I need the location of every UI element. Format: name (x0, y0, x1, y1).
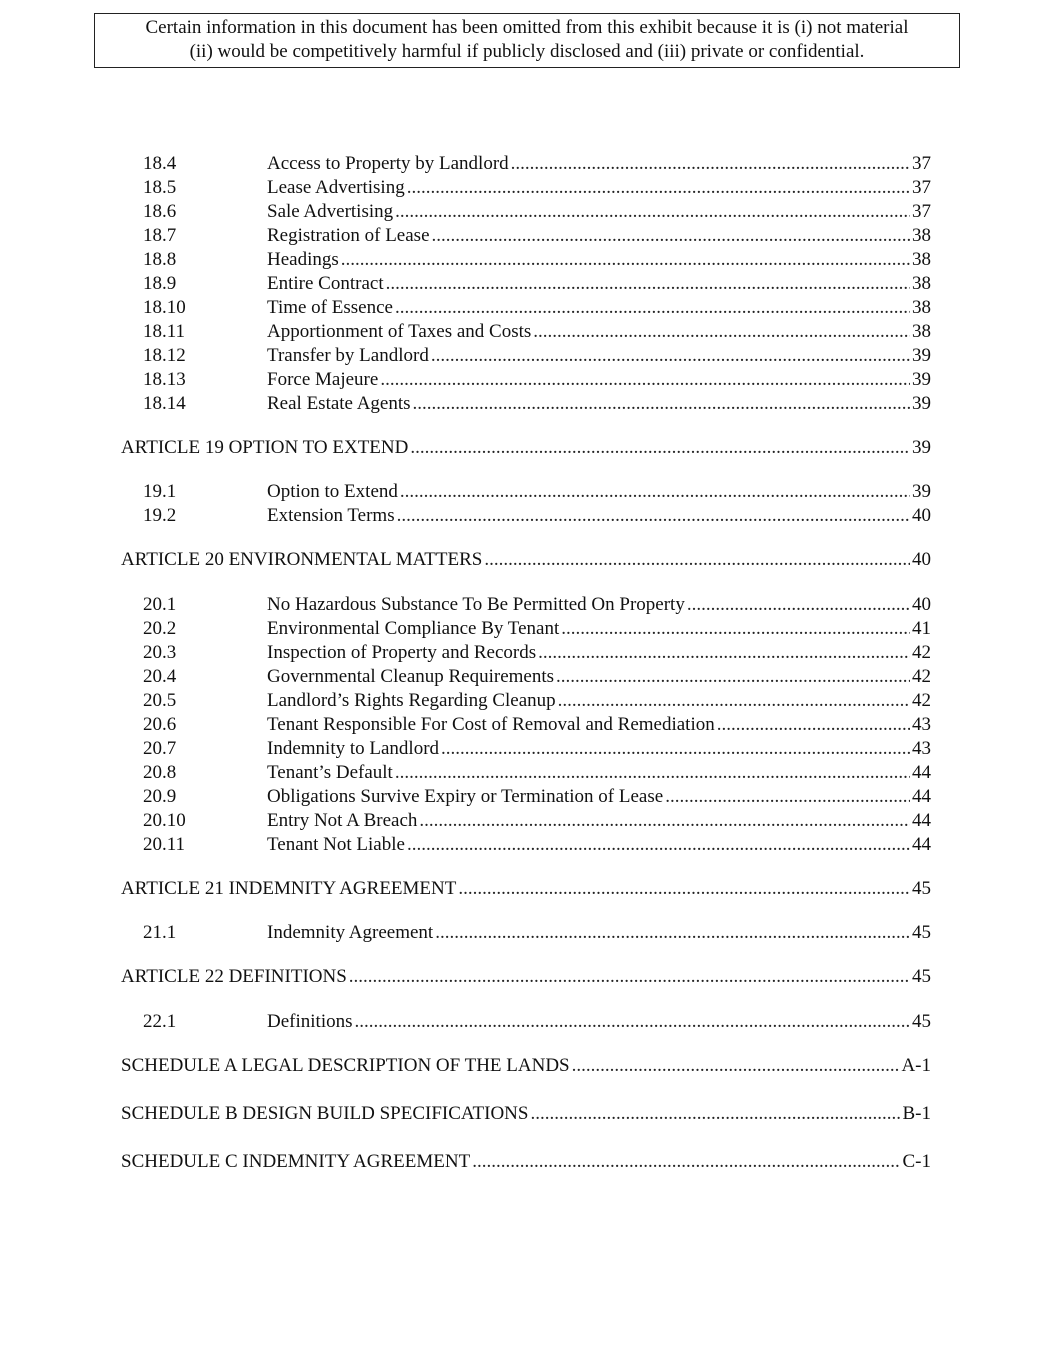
toc-entry-18-7[interactable] (143, 224, 931, 248)
toc-article-title: ARTICLE 21 INDEMNITY AGREEMENT (121, 878, 457, 899)
dot-leader (484, 548, 910, 572)
dot-leader (458, 877, 910, 901)
toc-entry-title: Force Majeure (267, 369, 379, 390)
dot-leader (533, 320, 910, 344)
dot-leader (665, 785, 910, 809)
toc-entry-number: 19.2 (143, 505, 177, 526)
toc-entry-page: 39 (912, 369, 931, 390)
toc-article-22[interactable] (121, 965, 931, 989)
dot-leader (397, 504, 910, 528)
toc-entry-title: Entry Not A Breach (267, 810, 418, 831)
toc-entry-title: Real Estate Agents (267, 393, 411, 414)
toc-entry-20-11[interactable] (143, 833, 931, 857)
dot-leader (558, 689, 910, 713)
toc-entry-page: 45 (912, 966, 931, 987)
toc-entry-page: 40 (912, 505, 931, 526)
toc-entry-22-1[interactable] (143, 1010, 931, 1034)
toc-entry-number: 18.6 (143, 201, 177, 222)
dot-leader (435, 921, 910, 945)
toc-entry-page: 43 (912, 738, 931, 759)
toc-entry-title: Indemnity to Landlord (267, 738, 440, 759)
toc-entry-20-9[interactable] (143, 785, 931, 809)
toc-entry-page: 44 (912, 786, 931, 807)
toc-entry-page: 45 (912, 1011, 931, 1032)
toc-entry-20-2[interactable] (143, 617, 931, 641)
toc-entry-number: 18.8 (143, 249, 177, 270)
toc-entry-number: 18.10 (143, 297, 186, 318)
toc-entry-number: 20.10 (143, 810, 186, 831)
dot-leader (472, 1150, 900, 1174)
notice-line-2: (ii) would be competitively harmful if publicly disclosed and (iii) private or confidential. (189, 41, 865, 62)
toc-entry-page: 40 (912, 549, 931, 570)
toc-entry-page: 38 (912, 249, 931, 270)
dot-leader (380, 368, 910, 392)
toc-entry-title: Governmental Cleanup Requirements (267, 666, 555, 687)
toc-entry-title: Environmental Compliance By Tenant (267, 618, 560, 639)
toc-article-title: ARTICLE 22 DEFINITIONS (121, 966, 347, 987)
dot-leader (441, 737, 910, 761)
toc-entry-18-11[interactable] (143, 320, 931, 344)
toc-entry-page: 45 (912, 922, 931, 943)
toc-entry-number: 20.9 (143, 786, 177, 807)
toc-entry-number: 18.13 (143, 369, 186, 390)
toc-entry-page: 43 (912, 714, 931, 735)
toc-entry-18-12[interactable] (143, 344, 931, 368)
toc-entry-20-1[interactable] (143, 593, 931, 617)
toc-entry-title: Tenant Not Liable (267, 834, 405, 855)
dot-leader (355, 1010, 911, 1034)
toc-entry-number: 20.11 (143, 834, 186, 855)
toc-entry-page: 42 (912, 642, 931, 663)
toc-article-title: ARTICLE 19 OPTION TO EXTEND (121, 437, 409, 458)
toc-entry-number: 18.7 (143, 225, 177, 246)
dot-leader (341, 248, 910, 272)
toc-entry-number: 20.6 (143, 714, 177, 735)
toc-article-21[interactable] (121, 877, 931, 901)
toc-entry-title: Obligations Survive Expiry or Termination of Lease (267, 786, 664, 807)
toc-entry-page: 38 (912, 297, 931, 318)
toc-entry-page: A-1 (901, 1055, 931, 1076)
toc-article-20[interactable] (121, 548, 931, 572)
toc-entry-21-1[interactable] (143, 921, 931, 945)
toc-entry-20-7[interactable] (143, 737, 931, 761)
dot-leader (386, 272, 910, 296)
toc-schedule-a[interactable] (121, 1054, 931, 1078)
toc-entry-title: Option to Extend (267, 481, 398, 502)
toc-entry-title: Inspection of Property and Records (267, 642, 537, 663)
toc-entry-18-13[interactable] (143, 368, 931, 392)
toc-entry-number: 19.1 (143, 481, 177, 502)
dot-leader (717, 713, 910, 737)
toc-schedule-b[interactable] (121, 1102, 931, 1126)
toc-entry-page: 39 (912, 393, 931, 414)
dot-leader (530, 1102, 900, 1126)
toc-entry-20-6[interactable] (143, 713, 931, 737)
toc-entry-number: 20.1 (143, 594, 177, 615)
toc-entry-page: 39 (912, 345, 931, 366)
toc-entry-title: Extension Terms (267, 505, 395, 526)
toc-entry-title: Transfer by Landlord (267, 345, 429, 366)
toc-entry-title: Landlord’s Rights Regarding Cleanup (267, 690, 556, 711)
toc-entry-page: 38 (912, 321, 931, 342)
toc-entry-18-10[interactable] (143, 296, 931, 320)
dot-leader (407, 833, 910, 857)
toc-entry-title: Registration of Lease (267, 225, 430, 246)
toc-entry-18-14[interactable] (143, 392, 931, 416)
toc-schedule-title: SCHEDULE C INDEMNITY AGREEMENT (121, 1151, 471, 1172)
toc-entry-18-6[interactable] (143, 200, 931, 224)
dot-leader (413, 392, 910, 416)
dot-leader (419, 809, 910, 833)
dot-leader (410, 436, 910, 460)
toc-schedule-title: SCHEDULE A LEGAL DESCRIPTION OF THE LANDS (121, 1055, 570, 1076)
toc-entry-20-10[interactable] (143, 809, 931, 833)
toc-entry-title: Tenant Responsible For Cost of Removal and Remediation (267, 714, 715, 735)
toc-entry-title: Indemnity Agreement (267, 922, 434, 943)
toc-entry-18-9[interactable] (143, 272, 931, 296)
toc-entry-title: Headings (267, 249, 339, 270)
dot-leader (395, 200, 910, 224)
dot-leader (431, 344, 910, 368)
toc-entry-title: Access to Property by Landlord (267, 153, 509, 174)
toc-entry-number: 20.4 (143, 666, 177, 687)
toc-article-19[interactable] (121, 436, 931, 460)
toc-article-title: ARTICLE 20 ENVIRONMENTAL MATTERS (121, 549, 483, 570)
dot-leader (395, 296, 910, 320)
toc-entry-title: Sale Advertising (267, 201, 394, 222)
toc-entry-number: 18.4 (143, 153, 177, 174)
toc-entry-18-5[interactable] (143, 176, 931, 200)
toc-entry-title: Entire Contract (267, 273, 384, 294)
dot-leader (395, 761, 910, 785)
toc-entry-number: 20.3 (143, 642, 177, 663)
toc-entry-page: 44 (912, 762, 931, 783)
toc-schedule-c[interactable] (121, 1150, 931, 1174)
dot-leader (349, 965, 910, 989)
confidentiality-notice-box (94, 13, 960, 68)
toc-entry-page: 42 (912, 666, 931, 687)
toc-entry-number: 20.2 (143, 618, 177, 639)
toc-entry-page: 44 (912, 834, 931, 855)
toc-entry-page: 41 (912, 618, 931, 639)
toc-entry-page: B-1 (902, 1103, 931, 1124)
toc-entry-page: 44 (912, 810, 931, 831)
toc-entry-number: 20.7 (143, 738, 177, 759)
toc-entry-number: 22.1 (143, 1011, 177, 1032)
dot-leader (572, 1054, 900, 1078)
dot-leader (400, 480, 910, 504)
toc-entry-18-8[interactable] (143, 248, 931, 272)
toc-entry-20-4[interactable] (143, 665, 931, 689)
toc-entry-page: 39 (912, 481, 931, 502)
toc-entry-title: Time of Essence (267, 297, 393, 318)
toc-entry-number: 18.11 (143, 321, 186, 342)
toc-entry-title: Lease Advertising (267, 177, 405, 198)
toc-entry-page: 38 (912, 273, 931, 294)
toc-entry-number: 18.14 (143, 393, 186, 414)
toc-entry-title: Definitions (267, 1011, 353, 1032)
toc-entry-page: 37 (912, 201, 931, 222)
dot-leader (556, 665, 910, 689)
toc-entry-page: 37 (912, 177, 931, 198)
dot-leader (538, 641, 910, 665)
toc-entry-page: C-1 (902, 1151, 931, 1172)
dot-leader (687, 593, 910, 617)
toc-entry-number: 20.8 (143, 762, 177, 783)
toc-entry-number: 20.5 (143, 690, 177, 711)
toc-entry-20-8[interactable] (143, 761, 931, 785)
toc-entry-20-5[interactable] (143, 689, 931, 713)
toc-entry-page: 37 (912, 153, 931, 174)
toc-entry-page: 38 (912, 225, 931, 246)
toc-entry-number: 18.12 (143, 345, 186, 366)
toc-entry-title: No Hazardous Substance To Be Permitted On Property (267, 594, 685, 615)
toc-entry-page: 39 (912, 437, 931, 458)
dot-leader (561, 617, 910, 641)
toc-entry-19-2[interactable] (143, 504, 931, 528)
toc-entry-18-4[interactable] (143, 152, 931, 176)
toc-entry-title: Apportionment of Taxes and Costs (267, 321, 532, 342)
toc-entry-number: 18.5 (143, 177, 177, 198)
dot-leader (432, 224, 910, 248)
toc-entry-number: 21.1 (143, 922, 177, 943)
toc-entry-page: 42 (912, 690, 931, 711)
toc-entry-page: 45 (912, 878, 931, 899)
toc-schedule-title: SCHEDULE B DESIGN BUILD SPECIFICATIONS (121, 1103, 529, 1124)
dot-leader (407, 176, 910, 200)
notice-line-1: Certain information in this document has been omitted from this exhibit because it is (i) not material (145, 17, 909, 38)
toc-entry-page: 40 (912, 594, 931, 615)
toc-entry-title: Tenant’s Default (267, 762, 393, 783)
toc-entry-19-1[interactable] (143, 480, 931, 504)
toc-entry-20-3[interactable] (143, 641, 931, 665)
toc-entry-number: 18.9 (143, 273, 177, 294)
dot-leader (511, 152, 910, 176)
